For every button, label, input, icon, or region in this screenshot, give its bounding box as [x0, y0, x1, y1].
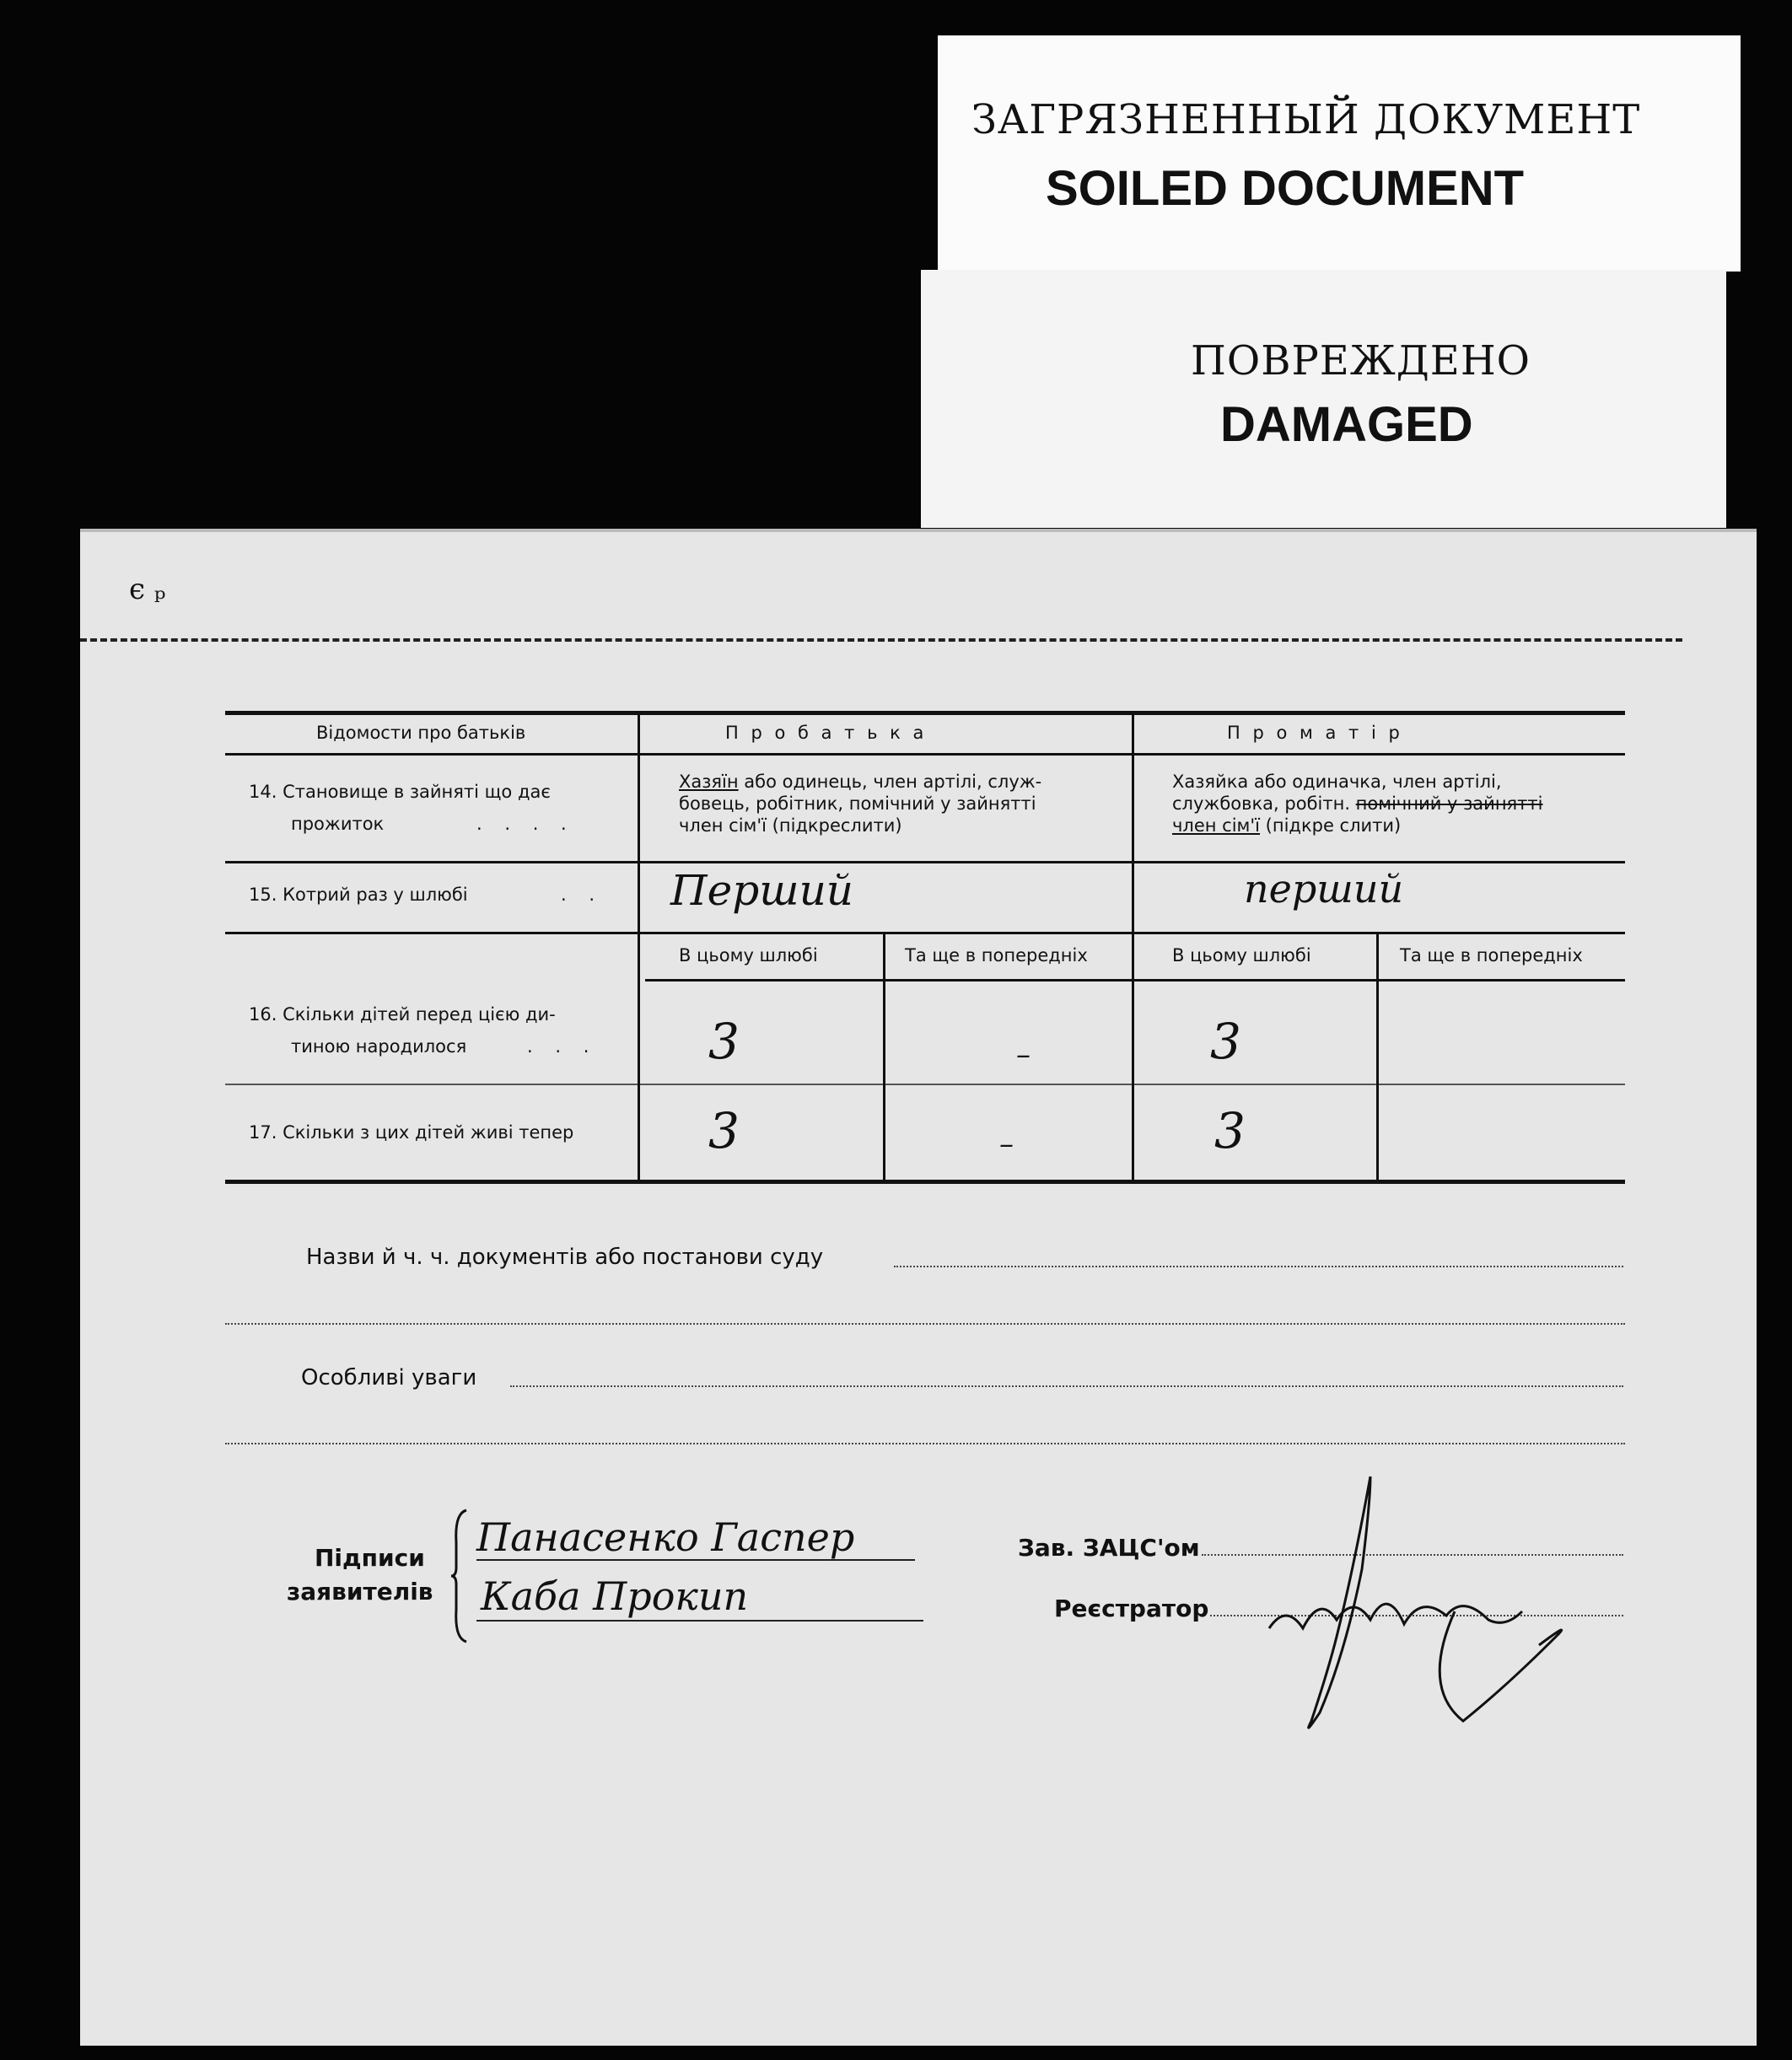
row14-mother-line1: Хазяйка або одиначка, член артілі,: [1172, 772, 1502, 792]
documents-line-1: [894, 1266, 1623, 1267]
row14-father-line3: член сім'ї (підкреслити): [679, 815, 902, 836]
col-divider-father-sub: [883, 932, 885, 1181]
head-label: Зав. ЗАЦС'ом: [1018, 1534, 1200, 1562]
row15-label: 15. Котрий раз у шлюбі: [249, 885, 468, 905]
header-mother: П р о м а т і р: [1227, 723, 1403, 743]
soiled-label-en: SOILED DOCUMENT: [1046, 161, 1525, 216]
registrar-label: Реєстратор: [1054, 1595, 1209, 1622]
row15-label-dots: . .: [561, 885, 604, 905]
damaged-label-en: DAMAGED: [1220, 397, 1473, 452]
applicant2-signature: Каба Прокип: [481, 1573, 749, 1619]
row16-label-dots: . . .: [527, 1036, 598, 1057]
row17-mother-this: 3: [1214, 1102, 1246, 1159]
damaged-notice-card: [921, 270, 1726, 528]
mother-in-previous: Та ще в попередніх: [1400, 945, 1583, 965]
documents-line-2: [225, 1323, 1625, 1325]
applicant1-line: [476, 1559, 915, 1561]
row14-label-line1: 14. Становище в зайняті що дає: [249, 782, 551, 802]
documents-label: Назви й ч. ч. документів або постанови суду: [306, 1245, 824, 1270]
row14-label-dots: . . . .: [476, 814, 575, 834]
father-occupation-options: або одинець, член артілі, служ-: [738, 772, 1042, 792]
header-father: П р о б а т ь к а: [725, 723, 928, 743]
row15-bottom-rule: [225, 932, 1625, 934]
col-divider-1: [638, 713, 640, 1181]
document-sheet: [80, 529, 1757, 2046]
row15-mother-value: перший: [1244, 866, 1404, 912]
notes-label: Особливі уваги: [301, 1365, 477, 1390]
row14-father-line1: [679, 772, 1041, 793]
header-info: Відомости про батьків: [316, 723, 526, 743]
row14-label-line2: прожиток: [291, 814, 385, 834]
row16-mother-this: 3: [1210, 1013, 1241, 1070]
row17-father-prev: –: [999, 1127, 1014, 1161]
row14-mother-line3: член сім'ї (підкре слити): [1172, 815, 1402, 836]
row16-bottom-rule: [225, 1084, 1625, 1085]
table-header-rule: [225, 753, 1625, 756]
soiled-notice-card: [938, 35, 1741, 272]
row16-label-line1: 16. Скільки дітей перед цією ди-: [249, 1004, 556, 1025]
mother-selected-occupation: член сім'ї: [1172, 815, 1260, 836]
subheader-rule: [645, 979, 1625, 982]
notes-line-2: [225, 1443, 1625, 1444]
soiled-label-ru: ЗАГРЯЗНЕННЫЙ ДОКУМЕНТ: [971, 96, 1641, 143]
table-top-rule: [225, 711, 1625, 715]
mother-struck-option: помічний у зайнятті: [1355, 793, 1543, 814]
col-divider-mother-sub: [1376, 932, 1379, 1181]
col-divider-2: [1132, 713, 1134, 1181]
row14-bottom-rule: [225, 861, 1625, 863]
applicant2-line: [476, 1620, 923, 1622]
applicants-label-line2: заявителів: [287, 1578, 433, 1606]
father-selected-occupation: Хазяїн: [679, 772, 739, 792]
row14-mother-line2: службовка, робітн. помічний у зайнятті: [1172, 793, 1543, 814]
row16-father-this: 3: [708, 1013, 740, 1070]
row14-father-line2: бовець, робітник, помічний у зайнятті: [679, 793, 1036, 814]
table-bottom-rule: [225, 1180, 1625, 1184]
father-in-this-marriage: В цьому шлюбі: [679, 945, 818, 965]
notes-line-1: [510, 1385, 1623, 1387]
perforation-line: [80, 638, 1682, 642]
row16-father-prev: –: [1016, 1038, 1031, 1072]
applicants-label-line1: Підписи: [315, 1544, 425, 1572]
row15-father-value: Перший: [670, 866, 853, 915]
row17-father-this: 3: [708, 1102, 740, 1159]
registrar-signature: [1252, 1468, 1691, 1746]
applicant1-signature: Панасенко Гаспер: [476, 1514, 855, 1560]
row17-label: 17. Скільки з цих дітей живі тепер: [249, 1122, 574, 1143]
row16-label-line2: тиною народилося: [291, 1036, 467, 1057]
mother-in-this-marriage: В цьому шлюбі: [1172, 945, 1311, 965]
corner-mark: ϵ ₚ: [129, 573, 166, 606]
damaged-label-ru: ПОВРЕЖДЕНО: [1191, 337, 1531, 385]
father-in-previous: Та ще в попередніх: [905, 945, 1088, 965]
signature-brace: [449, 1509, 470, 1643]
